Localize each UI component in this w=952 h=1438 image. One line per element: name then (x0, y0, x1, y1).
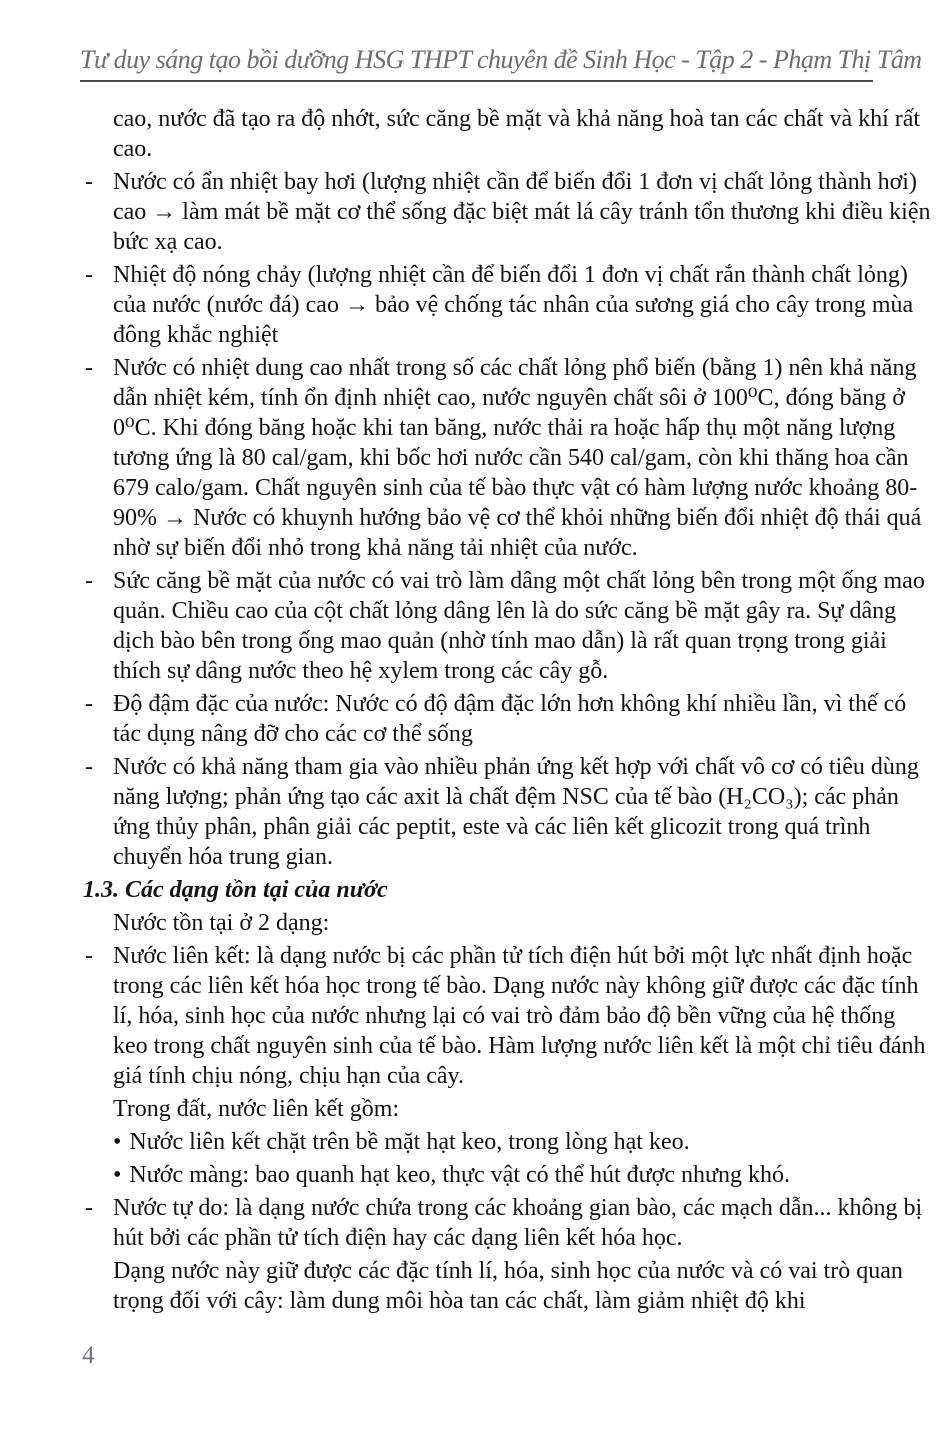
item-text: Nước có nhiệt dung cao nhất trong số các chất lỏng phổ biến (bằng 1) nên khả năng dẫn nhiệt kém, tính ổn định nhiệt cao, nước nguyên chất sôi ở 100⁰C, đóng băng ở 0⁰C. Khi đóng băng hoặc khi tan băng, nước thải ra hoặc hấp thụ một năng lượng tương ứng là 80 cal/gam, khi bốc hơi nước cần 540 cal/gam, còn khi thăng hoa cần 679 calo/gam. Chất nguyên sinh của tế bào thực vật có hàm lượng nước khoảng 80-90% → Nước có khuynh hướng bảo vệ cơ thể khỏi những biến đổi nhiệt độ thái quá nhờ sự biến đổi nhỏ trong khả năng tải nhiệt của nước. (113, 355, 922, 561)
dash-item (85, 941, 935, 1091)
item-text: Sức căng bề mặt của nước có vai trò làm dâng một chất lỏng bên trong một ống mao quản. Chiều cao của cột chất lỏng dâng lên là do sức căng bề mặt gây ra. Sự dâng dịch bào bên trong ống mao quản (nhờ tính mao dẫn) là rất quan trọng trong giải thích sự dâng nước theo hệ xylem trong các cây gỗ. (113, 568, 925, 684)
dash-item (85, 689, 935, 749)
paragraph: cao, nước đã tạo ra độ nhớt, sức căng bề mặt và khả năng hoà tan các chất và khí rất cao. (113, 106, 921, 162)
paragraph: Nước tồn tại ở 2 dạng: (113, 910, 330, 936)
item-text: Độ đậm đặc của nước: Nước có độ đậm đặc lớn hơn không khí nhiều lần, vì thế có tác dụng nâng đỡ cho các cơ thể sống (113, 691, 907, 747)
dash-item (85, 167, 935, 257)
dash-item (85, 260, 935, 350)
item-text: Nước tự do: là dạng nước chứa trong các khoảng gian bào, các mạch dẫn... không bị hút bởi các phần tử tích điện hay các dạng liên kết hóa học. (113, 1195, 923, 1251)
bullet-item (113, 1127, 935, 1157)
dash-marker: - (85, 754, 93, 780)
dash-marker: - (85, 355, 93, 381)
running-header-title: Tư duy sáng tạo bồi dưỡng HSG THPT chuyên đề Sinh Học - Tập 2 - Phạm Thị Tâm (80, 45, 922, 74)
bullet-marker: • (113, 1129, 122, 1155)
item-text: Nhiệt độ nóng chảy (lượng nhiệt cần để biến đổi 1 đơn vị chất rắn thành chất lỏng) của nước (nước đá) cao → bảo vệ chống tác nhân của sương giá cho cây trong mùa đông khắc nghiệt (113, 262, 914, 348)
dash-item (85, 353, 935, 563)
paragraph: Dạng nước này giữ được các đặc tính lí, hóa, sinh học của nước và có vai trò quan trọng đối với cây: làm dung môi hòa tan các chất, làm giảm nhiệt độ khi (113, 1258, 903, 1314)
dash-marker: - (85, 169, 93, 195)
section-heading: 1.3. Các dạng tồn tại của nước (83, 877, 388, 903)
bullet-marker: • (113, 1162, 122, 1188)
paragraph: Trong đất, nước liên kết gồm: (113, 1096, 400, 1122)
bullet-item (113, 1160, 935, 1190)
dash-item (85, 566, 935, 686)
item-text: Nước liên kết chặt trên bề mặt hạt keo, trong lòng hạt keo. (129, 1129, 690, 1155)
page-content (83, 104, 935, 1319)
dash-item (85, 1193, 935, 1253)
dash-marker: - (85, 691, 93, 717)
item-text: Nước liên kết: là dạng nước bị các phần tử tích điện hút bởi một lực nhất định hoặc trong các liên kết hóa học trong tế bào. Dạng nước này không giữ được các đặc tính lí, hóa, sinh học của nước nhưng lại có vai trò đảm bảo độ bền vững của hệ thống keo trong chất nguyên sinh của tế bào. Hàm lượng nước liên kết là một chỉ tiêu đánh giá tính chịu nóng, chịu hạn của cây. (113, 943, 926, 1089)
running-header (80, 44, 922, 82)
dash-marker: - (85, 262, 93, 288)
item-text: Nước màng: bao quanh hạt keo, thực vật có thể hút được nhưng khó. (129, 1162, 791, 1188)
dash-marker: - (85, 943, 93, 969)
item-text: Nước có ẩn nhiệt bay hơi (lượng nhiệt cần để biến đổi 1 đơn vị chất lỏng thành hơi) cao → làm mát bề mặt cơ thể sống đặc biệt mát lá cây tránh tổn thương khi điều kiện bức xạ cao. (113, 169, 931, 255)
page-number: 4 (82, 1342, 95, 1369)
dash-item (85, 752, 935, 872)
dash-marker: - (85, 568, 93, 594)
dash-marker: - (85, 1195, 93, 1221)
item-text: Nước có khả năng tham gia vào nhiều phản ứng kết hợp với chất vô cơ có tiêu dùng năng lượng; phản ứng tạo các axit là chất đệm NSC của tế bào (H₂CO₃); các phản ứng thủy phân, phân giải các peptit, este và các liên kết glicozit trong quá trình chuyển hóa trung gian. (113, 754, 919, 870)
